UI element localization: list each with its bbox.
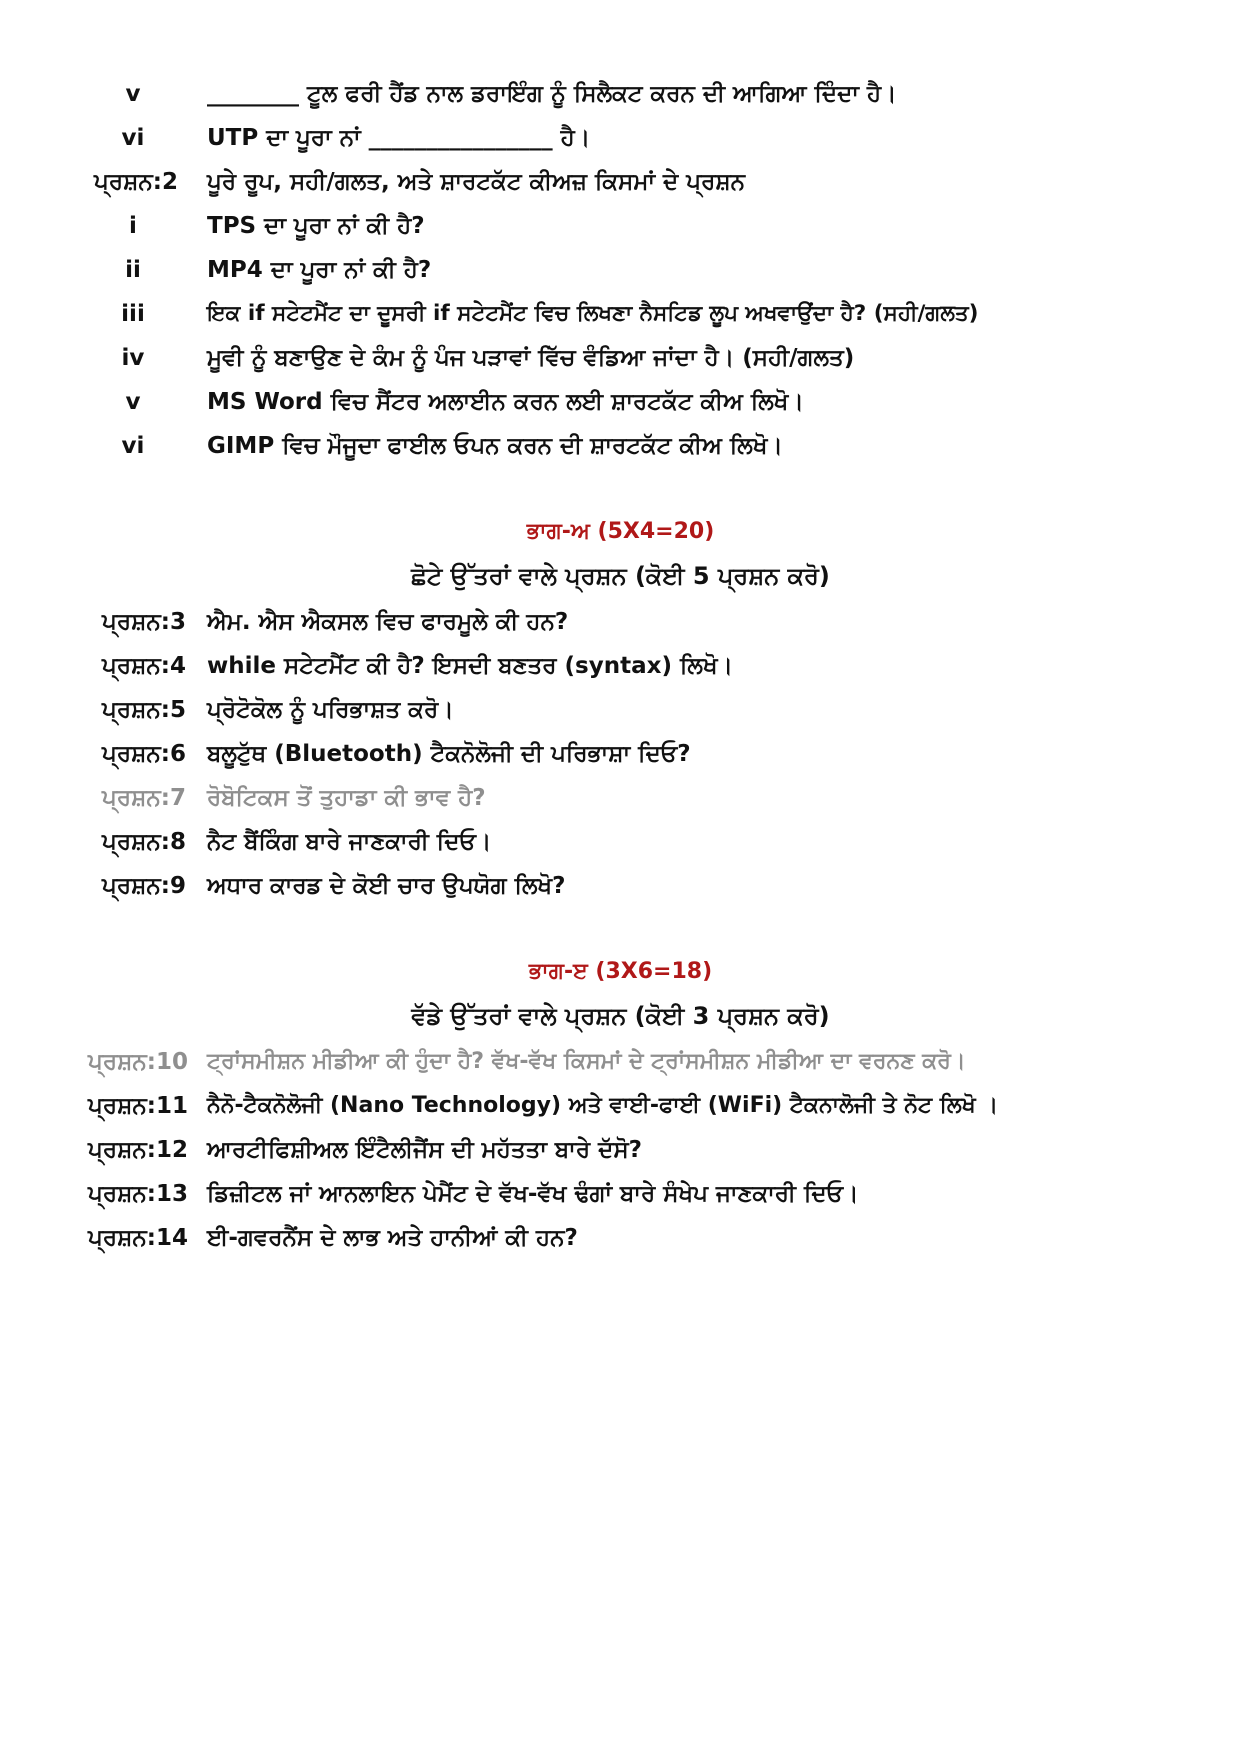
question-row xyxy=(0,822,1241,862)
item-text: MS Word ਵਿਚ ਸੈਂਟਰ ਅਲਾਈਨ ਕਰਨ ਲਈ ਸ਼ਾਰਟਕੱਟ ਕੀਅ ਲਿਖੋ। xyxy=(207,389,804,415)
question-row xyxy=(0,646,1241,686)
item-number: v xyxy=(125,389,141,415)
sub-question xyxy=(0,206,1241,246)
question-number: ਪ੍ਰਸ਼ਨ:8 xyxy=(102,829,186,855)
question-row xyxy=(0,1086,1241,1126)
question-number: ਪ੍ਰਸ਼ਨ:6 xyxy=(102,741,186,767)
sub-question xyxy=(0,382,1241,422)
answer-blank: ________ xyxy=(207,81,299,107)
question-row xyxy=(0,690,1241,730)
question-text: ਆਰਟੀਫਿਸ਼ੀਅਲ ਇੰਟੈਲੀਜੈਂਸ ਦੀ ਮਹੱਤਤਾ ਬਾਰੇ ਦੱਸੋ? xyxy=(207,1137,643,1163)
question-text: ਡਿਜ਼ੀਟਲ ਜਾਂ ਆਨਲਾਇਨ ਪੇਮੈਂਟ ਦੇ ਵੱਖ-ਵੱਖ ਢੰਗਾਂ ਬਾਰੇ ਸੰਖੇਪ ਜਾਣਕਾਰੀ ਦਿਓ। xyxy=(207,1181,859,1207)
question-text: ਟ੍ਰਾਂਸਮੀਸ਼ਨ ਮੀਡੀਆ ਕੀ ਹੁੰਦਾ ਹੈ? ਵੱਖ-ਵੱਖ ਕਿਸਮਾਂ ਦੇ ਟ੍ਰਾਂਸਮੀਸ਼ਨ ਮੀਡੀਆ ਦਾ ਵਰਨਣ ਕਰੋ। xyxy=(207,1049,966,1074)
section-a-subheading: ਛੋਟੇ ਉੱਤਰਾਂ ਵਾਲੇ ਪ੍ਰਸ਼ਨ (ਕੋਈ 5 ਪ੍ਰਸ਼ਨ ਕਰੋ) xyxy=(411,562,830,590)
item-text: TPS ਦਾ ਪੂਰਾ ਨਾਂ ਕੀ ਹੈ? xyxy=(207,213,425,239)
section-b-heading: ਭਾਗ-ੲ (3X6=18) xyxy=(528,959,713,984)
question-text: ਰੋਬੋਟਿਕਸ ਤੋਂ ਤੁਹਾਡਾ ਕੀ ਭਾਵ ਹੈ? xyxy=(207,785,486,811)
question-number: ਪ੍ਰਸ਼ਨ:4 xyxy=(102,653,186,679)
item-text xyxy=(207,118,590,158)
question-row xyxy=(0,1174,1241,1214)
question-row xyxy=(0,778,1241,818)
question-text: ਈ-ਗਵਰਨੈਂਸ ਦੇ ਲਾਭ ਅਤੇ ਹਾਨੀਆਂ ਕੀ ਹਨ? xyxy=(207,1225,578,1251)
sub-question xyxy=(0,250,1241,290)
item-number: vi xyxy=(121,125,145,151)
question-number: ਪ੍ਰਸ਼ਨ:3 xyxy=(102,609,186,635)
sub-question xyxy=(0,338,1241,378)
section-b-subheading: ਵੱਡੇ ਉੱਤਰਾਂ ਵਾਲੇ ਪ੍ਰਸ਼ਨ (ਕੋਈ 3 ਪ੍ਰਸ਼ਨ ਕਰੋ) xyxy=(411,1002,830,1030)
question-text: ਬਲੂਟੁੱਥ (Bluetooth) ਟੈਕਨੋਲੋਜੀ ਦੀ ਪਰਿਭਾਸ਼ਾ ਦਿਓ? xyxy=(207,741,691,767)
item-text xyxy=(207,74,897,114)
question-text: ਅਧਾਰ ਕਾਰਡ ਦੇ ਕੋਈ ਚਾਰ ਉਪਯੋਗ ਲਿਖੋ? xyxy=(207,873,566,899)
question-text: ਨੈਨੋ-ਟੈਕਨੋਲੋਜੀ (Nano Technology) ਅਤੇ ਵਾਈ-ਫਾਈ (WiFi) ਟੈਕਨਾਲੋਜੀ ਤੇ ਨੋਟ ਲਿਖੋ । xyxy=(207,1093,999,1118)
item-text: ਮੂਵੀ ਨੂੰ ਬਣਾਉਣ ਦੇ ਕੰਮ ਨੂੰ ਪੰਜ ਪੜਾਵਾਂ ਵਿੱਚ ਵੰਡਿਆ ਜਾਂਦਾ ਹੈ। (ਸਹੀ/ਗਲਤ) xyxy=(207,345,855,371)
question-text: ਪ੍ਰੋਟੋਕੋਲ ਨੂੰ ਪਰਿਭਾਸ਼ਤ ਕਰੋ। xyxy=(207,697,454,723)
item-text-start: UTP ਦਾ ਪੂਰਾ ਨਾਂ xyxy=(207,125,369,151)
item-number: vi xyxy=(121,433,145,459)
question-number: ਪ੍ਰਸ਼ਨ:12 xyxy=(88,1137,188,1163)
item-text: MP4 ਦਾ ਪੂਰਾ ਨਾਂ ਕੀ ਹੈ? xyxy=(207,257,432,283)
item-number: i xyxy=(129,213,137,239)
question-row xyxy=(0,866,1241,906)
item-text: GIMP ਵਿਚ ਮੌਜੂਦਾ ਫਾਈਲ ਓਪਨ ਕਰਨ ਦੀ ਸ਼ਾਰਟਕੱਟ ਕੀਅ ਲਿਖੋ। xyxy=(207,433,783,459)
question-text: ਨੈਟ ਬੈਂਕਿੰਗ ਬਾਰੇ ਜਾਣਕਾਰੀ ਦਿਓ। xyxy=(207,829,492,855)
question-number: ਪ੍ਰਸ਼ਨ:10 xyxy=(88,1049,188,1075)
item-text: ਇਕ if ਸਟੇਟਮੈਂਟ ਦਾ ਦੂਸਰੀ if ਸਟੇਟਮੈਂਟ ਵਿਚ ਲਿਖਣਾ ਨੈਸਟਿਡ ਲੂਪ ਅਖਵਾਉਂਦਾ ਹੈ? (ਸਹੀ/ਗਲਤ) xyxy=(207,301,979,326)
answer-blank: ________________ xyxy=(368,125,553,151)
question-row xyxy=(0,602,1241,642)
question-number: ਪ੍ਰਸ਼ਨ:14 xyxy=(88,1225,188,1251)
fill-blank-item xyxy=(0,74,1241,114)
item-number: iv xyxy=(121,345,145,371)
question-row xyxy=(0,1130,1241,1170)
sub-question xyxy=(0,426,1241,466)
sub-question xyxy=(0,294,1241,334)
item-number: v xyxy=(125,81,141,107)
question-row xyxy=(0,1218,1241,1258)
item-number: iii xyxy=(121,301,145,327)
fill-blank-item xyxy=(0,118,1241,158)
question-number: ਪ੍ਰਸ਼ਨ:7 xyxy=(102,785,186,811)
question-text: ਐਮ. ਐਸ ਐਕਸਲ ਵਿਚ ਫਾਰਮੂਲੇ ਕੀ ਹਨ? xyxy=(207,609,569,635)
question-number: ਪ੍ਰਸ਼ਨ:9 xyxy=(102,873,186,899)
item-number: ii xyxy=(125,257,141,283)
question-number: ਪ੍ਰਸ਼ਨ:13 xyxy=(88,1181,188,1207)
question-title: ਪੂਰੇ ਰੂਪ, ਸਹੀ/ਗਲਤ, ਅਤੇ ਸ਼ਾਰਟਕੱਟ ਕੀਅਜ਼ ਕਿਸਮਾਂ ਦੇ ਪ੍ਰਸ਼ਨ xyxy=(207,169,746,195)
item-text-rest: ਟੂਲ ਫਰੀ ਹੈਂਡ ਨਾਲ ਡਰਾਇੰਗ ਨੂੰ ਸਿਲੈਕਟ ਕਰਨ ਦੀ ਆਗਿਆ ਦਿੰਦਾ ਹੈ। xyxy=(299,81,897,107)
question-number: ਪ੍ਰਸ਼ਨ:11 xyxy=(88,1093,188,1119)
question-number: ਪ੍ਰਸ਼ਨ:2 xyxy=(94,169,178,195)
question-number: ਪ੍ਰਸ਼ਨ:5 xyxy=(102,697,186,723)
question-row xyxy=(0,734,1241,774)
question-2-header xyxy=(0,162,1241,202)
question-row xyxy=(0,1042,1241,1082)
section-a-heading: ਭਾਗ-ਅ (5X4=20) xyxy=(526,519,715,544)
question-text: while ਸਟੇਟਮੈਂਟ ਕੀ ਹੈ? ਇਸਦੀ ਬਣਤਰ (syntax) ਲਿਖੋ। xyxy=(207,653,734,679)
item-text-rest: ਹੈ। xyxy=(552,125,591,151)
